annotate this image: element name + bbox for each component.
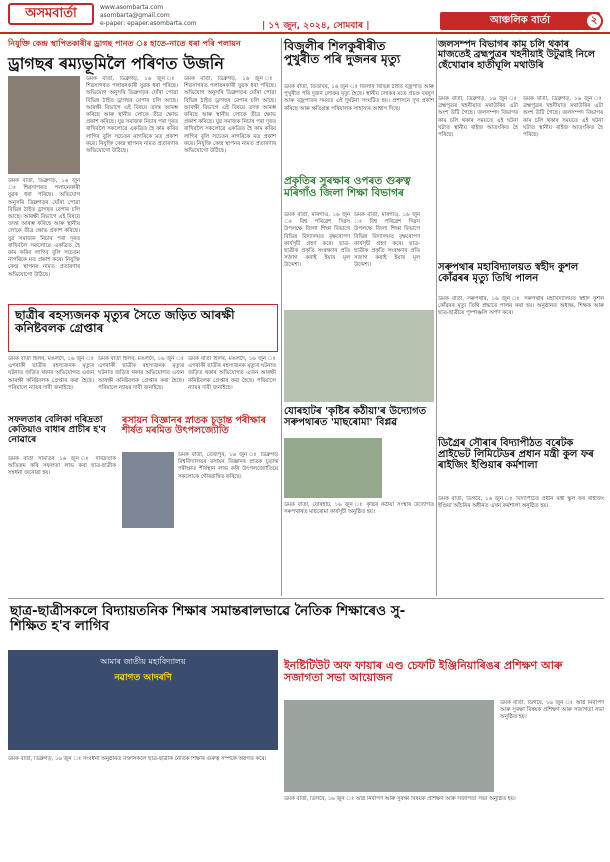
article-body: ডমক বাৰ্তা, ডিগবৈ, ১৬ জুন ঃ অগ্নি নিৰ্বাপণ আৰু সুৰক্ষা বিষয়ক প্ৰশিক্ষণ আৰু সজাগতা সভা অনুষ্ঠিত হয়।	[500, 700, 604, 721]
article-moral-education	[10, 604, 430, 634]
column-divider	[281, 38, 282, 596]
article-body: ডমক বাৰ্তা, মৰিগাঁও, ১৬ জুন ঃ বিশ্ব পৰিৱেশ দিৱস উপলক্ষে জিলা শিক্ষা বিভাগে বিভিন্ন বিদ্যালয়ত বৃক্ষৰোপণ কাৰ্যসূচী গ্ৰহণ কৰে। ছাত্ৰ-ছাত্ৰীক প্ৰকৃতি সংৰক্ষণৰ প্ৰতি সজাগ কৰাই ইয়াৰ মূল উদ্দেশ্য।	[284, 212, 350, 269]
date-line: | ১৭ জুন, ২০২৪, সোমবাৰ |	[262, 21, 370, 31]
article-student-death	[8, 304, 278, 352]
article-drugs	[8, 38, 278, 73]
article-headline: ৰসায়ন বিজ্ঞানৰ স্নাতক চূড়ান্ত পৰীক্ষাৰ শীৰ্ষত মৰমিত উৎপলজ্যোতি	[122, 415, 266, 437]
article-headline: সৰুপথাৰ মহাবিদ্যালয়ত স্বহীদ কুশল কোঁৱৰৰ মৃত্যু তিথি পালন	[438, 262, 579, 284]
section-title: আঞ্চলিক বাৰ্তা	[440, 12, 600, 30]
column-divider	[436, 38, 437, 596]
student-photo	[122, 452, 174, 528]
contact-line: www.asombarta.com	[100, 4, 164, 11]
contact-line: e-paper: epaper.asombarta.com	[100, 20, 197, 27]
article-water-resources	[438, 40, 604, 71]
article-body: ডমক বাৰ্তা, ডিব্ৰুগড়, ১৬ জুন ঃ শিৱসাগৰত পলায়নকাৰী যুৱক ধৰা পৰিছে। অভিযোগ অনুসৰি ডিব্ৰুগড়ৰ ঘোঁৰা পোৱা বিভিন্ন ঠাইত ড্ৰাগছৰ বেপাৰ চলি আছে। আৰক্ষী বিভাগে এই বিষয়ে তদন্ত আৰম্ভ কৰিছে আৰু স্থানীয় লোকে তীব্ৰ ক্ষোভ প্ৰকাশ কৰিছে। যুৱ সমাজক নিচাৰ পৰা দূৰত ৰাখিবলৈ সকলোৱে একত্ৰিত হৈ কাম কৰিব লাগিব বুলি সচেতন নাগৰিকে মত প্ৰকাশ কৰে। নিযুক্তি কেন্দ্ৰ স্থাপনৰ নামত প্ৰতাৰণাৰ অভিযোগো উঠিছে।	[86, 76, 178, 155]
contact-info	[100, 4, 197, 28]
article-body: ডমক বাৰ্তা, ডিব্ৰুগড়, ১৬ জুন ঃ ব্ৰহ্মপুত্ৰৰ খহনীয়াত মথাউৰিৰ এটা অংশ উটি গৈছে। জলসম্পদ বিভাগৰ কাম চলি থকাৰ সময়তে এই ঘটনা ঘটাত স্থানীয় ৰাইজ আতংকিত হৈ পৰিছে।	[523, 96, 603, 139]
article-body: ডমক বাৰ্তা, ডিগবৈ, ১৬ জুন ঃ অগ্নি নিৰ্বাপণ আৰু সুৰক্ষা বিষয়ক প্ৰশিক্ষণ আৰু সজাগতা সভা অনুষ্ঠিত হয়।	[284, 796, 516, 802]
contact-line: asombarta@gmail.com	[100, 12, 170, 19]
article-body: ডমক বাৰ্তা, যোৰহাট, ১৬ জুন ঃ কৃষ্টিৰ কঠীয়া সংস্থাৰ উদ্যোগত সৰুপথাৰত মাছৰোমা কাৰ্যসূচী অনুষ্ঠিত হয়।	[284, 502, 434, 516]
banner-subtext: নৱাগত আদৰণি	[114, 673, 172, 683]
article-chemistry	[122, 416, 278, 437]
article-headline: যোৰহাটৰ 'কৃষ্টিৰ কঠীয়া'ৰ উদ্যোগত সৰুপথাৰত 'মাছৰোমা' বিপ্লৱ	[284, 406, 427, 428]
article-body: ডমক বাৰ্তা, তিতাবৰ, ১৬ জুন ঃ জিলাৰ বিভিন্ন ঠাইত বজ্ৰপাত আৰু পুখুৰীত পৰি দুজন লোকৰ মৃত্যু হৈছে। স্থানীয় লোকৰ মতে প্ৰচণ্ড বৰষুণ আৰু বজ্ৰপাতৰ সময়ত এই দুৰ্ঘটনা সংঘটিত হয়। প্ৰশাসনে দুখ প্ৰকাশ কৰিছে আৰু ক্ষতিগ্ৰস্ত পৰিয়ালক সাহায্যৰ আশ্বাস দিছে।	[284, 84, 434, 112]
article-fire-safety	[284, 660, 604, 684]
article-headline: ইনষ্টিটিউট অফ ফায়াৰ এণ্ড চেফটি ইঞ্জিনিয়াৰিঙৰ প্ৰশিক্ষণ আৰু সজাগতা সভা আয়োজন	[284, 659, 563, 685]
article-body: ডমক বাৰ্তা হিলৰ, মঙলদৈ, ১৬ জুন ঃ এগৰাকী ছাত্ৰীৰ ৰহস্যজনক মৃত্যুৰ ঘটনাত জড়িত থকাৰ অভিযোগত এজন আৰক্ষী কনিষ্টবলক গ্ৰেপ্তাৰ কৰা হৈছে। পৰিয়ালে ন্যায়ৰ দাবী জনাইছে।	[98, 356, 184, 391]
article-nature	[284, 176, 434, 199]
article-body: ডমক বাৰ্তা, সৰুপথাৰ, ১৬ জুন ঃ সৰুপথাৰ মহাবিদ্যালয়ত স্বহীদ কুশল কোঁৱৰৰ মৃত্যু তিথি শ্ৰদ্ধাৰে পালন কৰা হয়। অনুষ্ঠানত অধ্যক্ষ, শিক্ষক আৰু ছাত্ৰ-ছাত্ৰীয়ে পুষ্পাঞ্জলি অৰ্পণ কৰে।	[438, 296, 604, 317]
article-headline: প্ৰকৃতিৰ সুৰক্ষাৰ ওপৰত গুৰুত্ব মৰিগাঁও জিলা শিক্ষা বিভাগৰ	[284, 175, 411, 199]
article-headline: ছাত্ৰীৰ ৰহস্যজনক মৃত্যুৰ সৈতে জড়িত আৰক্ষী কনিষ্টবলক গ্ৰেপ্তাৰ	[15, 308, 235, 336]
article-headline: ছাত্ৰ-ছাত্ৰীসকলে বিদ্যায়তনিক শিক্ষাৰ সমান্তৰালভাৱে নৈতিক শিক্ষাৰেও সু-শিক্ষিত হ'ব লাগিব	[10, 603, 406, 634]
banner-text: আমাৰ জাতীয় মহাবিদ্যালয়	[100, 657, 186, 666]
article-body: ডমক বাৰ্তা, ডিব্ৰুগড়, ১৬ জুন ঃ ব্ৰহ্মপুত্ৰৰ খহনীয়াত মথাউৰিৰ এটা অংশ উটি গৈছে। জলসম্পদ বিভাগৰ কাম চলি থকাৰ সময়তে এই ঘটনা ঘটাত স্থানীয় ৰাইজ আতংকিত হৈ পৰিছে।	[438, 96, 518, 139]
article-success	[8, 416, 116, 446]
article-body: ডমক বাৰ্তা, ডিব্ৰুগড়, ১৬ জুন ঃ শিৱসাগৰত পলায়নকাৰী যুৱক ধৰা পৰিছে। অভিযোগ অনুসৰি ডিব্ৰুগড়ৰ ঘোঁৰা পোৱা বিভিন্ন ঠাইত ড্ৰাগছৰ বেপাৰ চলি আছে। আৰক্ষী বিভাগে এই বিষয়ে তদন্ত আৰম্ভ কৰিছে আৰু স্থানীয় লোকে তীব্ৰ ক্ষোভ প্ৰকাশ কৰিছে। যুৱ সমাজক নিচাৰ পৰা দূৰত ৰাখিবলৈ সকলোৱে একত্ৰিত হৈ কাম কৰিব লাগিব বুলি সচেতন নাগৰিকে মত প্ৰকাশ কৰে। নিযুক্তি কেন্দ্ৰ স্থাপনৰ নামত প্ৰতাৰণাৰ অভিযোগো উঠিছে।	[184, 76, 276, 155]
article-headline: সফলতাৰ বেলিকা দৰিদ্ৰতা কেতিয়াও বাধাৰ প্ৰাচীৰ হ'ব নোৱাৰে	[8, 415, 106, 445]
article-body: ডমক বাৰ্তা সমিতিৰ ১৬ জুন ঃ দৰিদ্ৰতাক অতিক্ৰম কৰি সফলতা লাভ কৰা ছাত্ৰ-ছাত্ৰীক সম্বৰ্ধনা জনোৱা হয়।	[8, 456, 116, 477]
photo-fish-event	[284, 438, 382, 498]
article-body: ডমক বাৰ্তা হিলৰ, মঙলদৈ, ১৬ জুন ঃ এগৰাকী ছাত্ৰীৰ ৰহস্যজনক মৃত্যুৰ ঘটনাত জড়িত থকাৰ অভিযোগত এজন আৰক্ষী কনিষ্টবলক গ্ৰেপ্তাৰ কৰা হৈছে। পৰিয়ালে ন্যায়ৰ দাবী জনাইছে।	[188, 356, 276, 391]
article-fish	[284, 406, 434, 428]
article-body: ডমক বাৰ্তা, ডিব্ৰুগড়, ১৬ জুন ঃ শিৱসাগৰত পলায়নকাৰী যুৱক ধৰা পৰিছে। অভিযোগ অনুসৰি ডিব্ৰুগড়ৰ ঘোঁৰা পোৱা বিভিন্ন ঠাইত ড্ৰাগছৰ বেপাৰ চলি আছে। আৰক্ষী বিভাগে এই বিষয়ে তদন্ত আৰম্ভ কৰিছে আৰু স্থানীয় লোকে তীব্ৰ ক্ষোভ প্ৰকাশ কৰিছে। যুৱ সমাজক নিচাৰ পৰা দূৰত ৰাখিবলৈ সকলোৱে একত্ৰিত হৈ কাম কৰিব লাগিব বুলি সচেতন নাগৰিকে মত প্ৰকাশ কৰে। নিযুক্তি কেন্দ্ৰ স্থাপনৰ নামত প্ৰতাৰণাৰ অভিযোগো উঠিছে।	[8, 178, 80, 278]
article-body: ডমক বাৰ্তা, মৰিগাঁও, ১৬ জুন ঃ বিশ্ব পৰিৱেশ দিৱস উপলক্ষে জিলা শিক্ষা বিভাগে বিভিন্ন বিদ্যালয়ত বৃক্ষৰোপণ কাৰ্যসূচী গ্ৰহণ কৰে। ছাত্ৰ-ছাত্ৰীক প্ৰকৃতি সংৰক্ষণৰ প্ৰতি সজাগ কৰাই ইয়াৰ মূল উদ্দেশ্য।	[354, 212, 420, 269]
article-headline: বিজুলীৰ শিলকুৰীৰীত পুখুৰীত পৰি দুজনৰ মৃত্যু	[284, 39, 401, 67]
article-headline: জলসম্পদ বিভাগৰ কাম চলি থকাৰ মাজতেই ব্ৰহ্মপুত্ৰৰ খহনীয়াই উটুৱাই নিলে ছেঁখোৱাৰ হাতীঘূলি মথাউৰি	[438, 39, 595, 71]
divider	[8, 598, 604, 599]
page-number: ২	[585, 12, 603, 30]
article-body: ডমক বাৰ্তা, ডিগবৈ, ১৬ জুন ঃ বিদ্যাপীঠত প্ৰধান মন্ত্ৰী স্কুল ফৰ ৰাইজিং ইণ্ডিয়া আঁচনিৰ অধীনত এখন কৰ্মশালা অনুষ্ঠিত হয়।	[438, 496, 604, 510]
article-body: ডমক বাৰ্তা হিলৰ, মঙলদৈ, ১৬ জুন ঃ এগৰাকী ছাত্ৰীৰ ৰহস্যজনক মৃত্যুৰ ঘটনাত জড়িত থকাৰ অভিযোগত এজন আৰক্ষী কনিষ্টবলক গ্ৰেপ্তাৰ কৰা হৈছে। পৰিয়ালে ন্যায়ৰ দাবী জনাইছে।	[8, 356, 94, 391]
photo-fire-training	[284, 700, 494, 792]
accused-photo	[8, 76, 80, 174]
article-body: ডমক বাৰ্তা, তেজপুৰ, ১৬ জুন ঃ ডিব্ৰুগড় বিশ্ববিদ্যালয়ৰ ৰসায়ন বিজ্ঞানৰ স্নাতক চূড়ান্ত পৰীক্ষাত শীৰ্ষস্থান লাভ কৰি উৎপলজ্যোতিয়ে সকলোকে গৌৰৱান্বিত কৰিছে।	[178, 452, 278, 480]
article-digboi-workshop	[438, 438, 604, 471]
article-lightning	[284, 40, 420, 66]
photo-college-event	[284, 310, 434, 402]
article-body-fragment	[424, 212, 434, 308]
masthead	[0, 0, 610, 34]
article-body: ডমক বাৰ্তা, ডিব্ৰুগড়, ১৬ জুন ঃ সংবৰ্ধনা অনুষ্ঠানত বক্তাসকলে ছাত্ৰ-ছাত্ৰীক নৈতিক শিক্ষাৰ গুৰুত্ব সম্পৰ্কে অৱগত কৰে।	[8, 756, 267, 762]
photo-stage	[8, 650, 278, 750]
newspaper-logo: অসমবাৰ্তা	[8, 3, 94, 25]
article-kicker: নিযুক্তি কেন্দ্ৰ স্থাপিতকাৰীৰ ড্ৰাগছ পানত ঃ হাতে-নাতে ধৰা পৰি পলায়ন	[8, 39, 241, 48]
article-college	[438, 262, 604, 284]
article-headline: ড্ৰাগছৰ ৰম্যভূমিলৈ পৰিণত উজনি	[8, 54, 224, 73]
article-headline: ডিগ্ৰৈৰ সৌৰাৰ বিদ্যাপীঠত বৰেটক প্ৰাইভেট লিমিটেডৰ প্ৰধান মন্ত্ৰী কুল ফৰ ৰাইজিং ইণ্ডিয়াৰ কৰ্মশালা	[438, 438, 594, 471]
